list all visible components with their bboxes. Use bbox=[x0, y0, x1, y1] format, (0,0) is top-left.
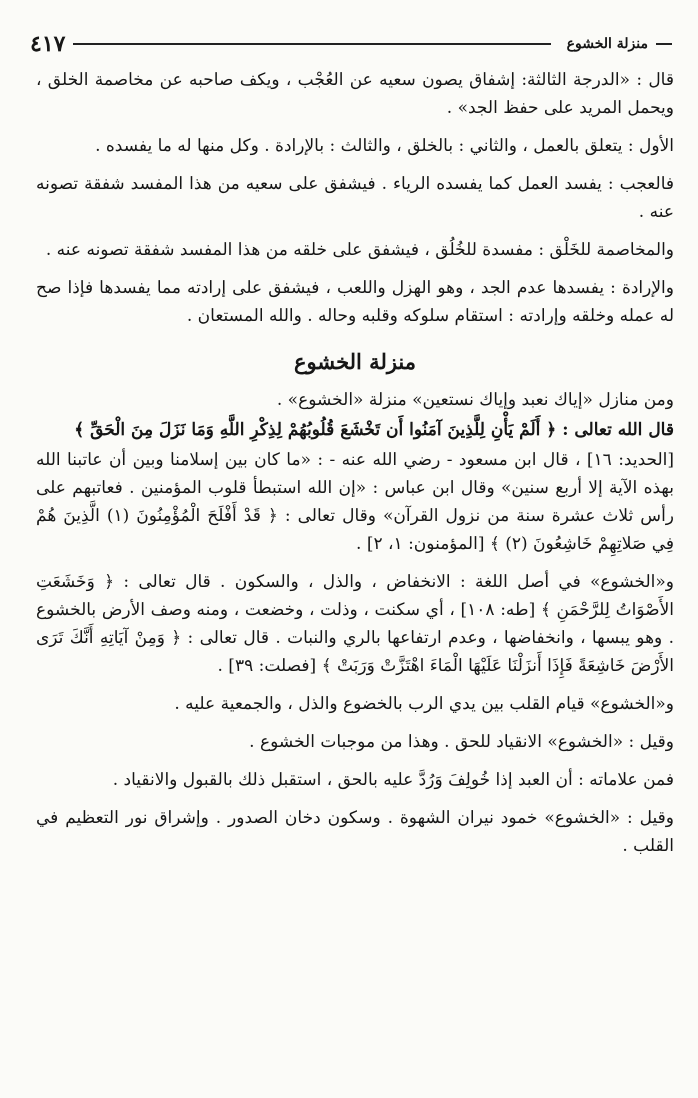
paragraph: والمخاصمة للخَلْق : مفسدة للخُلُق ، فيشفق على خلقه من هذا المفسد شفقة تصونه عنه . bbox=[45, 240, 674, 260]
running-title: منزلة الخشوع bbox=[566, 36, 648, 52]
paragraph: و«الخشوع» قيام القلب بين يدي الرب بالخضوع والذل ، والجمعية عليه . bbox=[174, 694, 674, 714]
paragraph: فالعجب : يفسد العمل كما يفسده الرياء . فيشفق على سعيه من هذا المفسد شفقة تصونه عنه . bbox=[36, 174, 674, 222]
paragraph: و«الخشوع» في أصل اللغة : الانخفاض ، والذل ، والسكون . قال تعالى : ﴿ وَخَشَعَتِ الأَصْوَاتُ لِلرَّحْمَنِ ﴾ [طه: ١٠٨] ، أي سكنت ، وذلت ، وخضعت ، ومنه وصف الأرض بالخشوع . وهو يبسها ، وانخفاضها ، وعدم ارتفاعها بالري والنبات . قال تعالى : ﴿ وَمِنْ آيَاتِهِ أَنَّكَ تَرَى الأَرْضَ خَاشِعَةً فَإِذَا أَنزَلْنَا عَلَيْهَا الْمَاءَ اهْتَزَّتْ وَرَبَتْ ﴾ [فصلت: ٣٩] . bbox=[36, 572, 674, 676]
paragraph: قال : «الدرجة الثالثة: إشفاق يصون سعيه عن العُجْب ، ويكف صاحبه عن مخاصمة الخلق ، ويحمل المريد على حفظ الجد» . bbox=[36, 70, 674, 118]
paragraph: [الحديد: ١٦] ، قال ابن مسعود - رضي الله عنه - : «ما كان بين إسلامنا وبين أن عاتبنا الله بهذه الآية إلا أربع سنين» وقال ابن عباس : «إن الله استبطأ قلوب المؤمنين . فعاتبهم على رأس ثلاث عشرة سنة من نزول القرآن» وقال تعالى : ﴿ قَدْ أَفْلَحَ الْمُؤْمِنُونَ (١) الَّذِينَ هُمْ فِي صَلاتِهِمْ خَاشِعُونَ (٢) ﴾ [المؤمنون: ١، ٢] . bbox=[36, 450, 675, 554]
paragraph: والإرادة : يفسدها عدم الجد ، وهو الهزل واللعب ، فيشفق على إرادته مما يفسدها فإذا صح له عمله وخلقه وإرادته : استقام سلوكه وقلبه وحاله . والله المستعان . bbox=[36, 278, 674, 326]
section-heading: منزلة الخشوع bbox=[293, 349, 417, 374]
header-rule bbox=[73, 43, 550, 45]
page-body bbox=[36, 66, 674, 870]
paragraph: ومن منازل «إياك نعبد وإياك نستعين» منزلة «الخشوع» . bbox=[276, 390, 674, 410]
page-number: ٤١٧ bbox=[30, 31, 66, 57]
paragraph: فمن علاماته : أن العبد إذا خُولِفَ وَرُدَّ عليه بالحق ، استقبل ذلك بالقبول والانقياد . bbox=[112, 770, 674, 790]
page-header bbox=[30, 30, 672, 58]
header-dash bbox=[656, 43, 672, 45]
quran-verse: قال الله تعالى : ﴿ أَلَمْ يَأْنِ لِلَّذِينَ آمَنُوا أَن تَخْشَعَ قُلُوبُهُمْ لِذِكْرِ اللَّهِ وَمَا نَزَلَ مِنَ الْحَقِّ ﴾ bbox=[74, 420, 674, 440]
paragraph: وقيل : «الخشوع» خمود نيران الشهوة . وسكون دخان الصدور . وإشراق نور التعظيم في القلب . bbox=[36, 808, 674, 856]
paragraph: الأول : يتعلق بالعمل ، والثاني : بالخلق ، والثالث : بالإرادة . وكل منها له ما يفسده . bbox=[95, 136, 674, 156]
paragraph: وقيل : «الخشوع» الانقياد للحق . وهذا من موجبات الخشوع . bbox=[249, 732, 674, 752]
